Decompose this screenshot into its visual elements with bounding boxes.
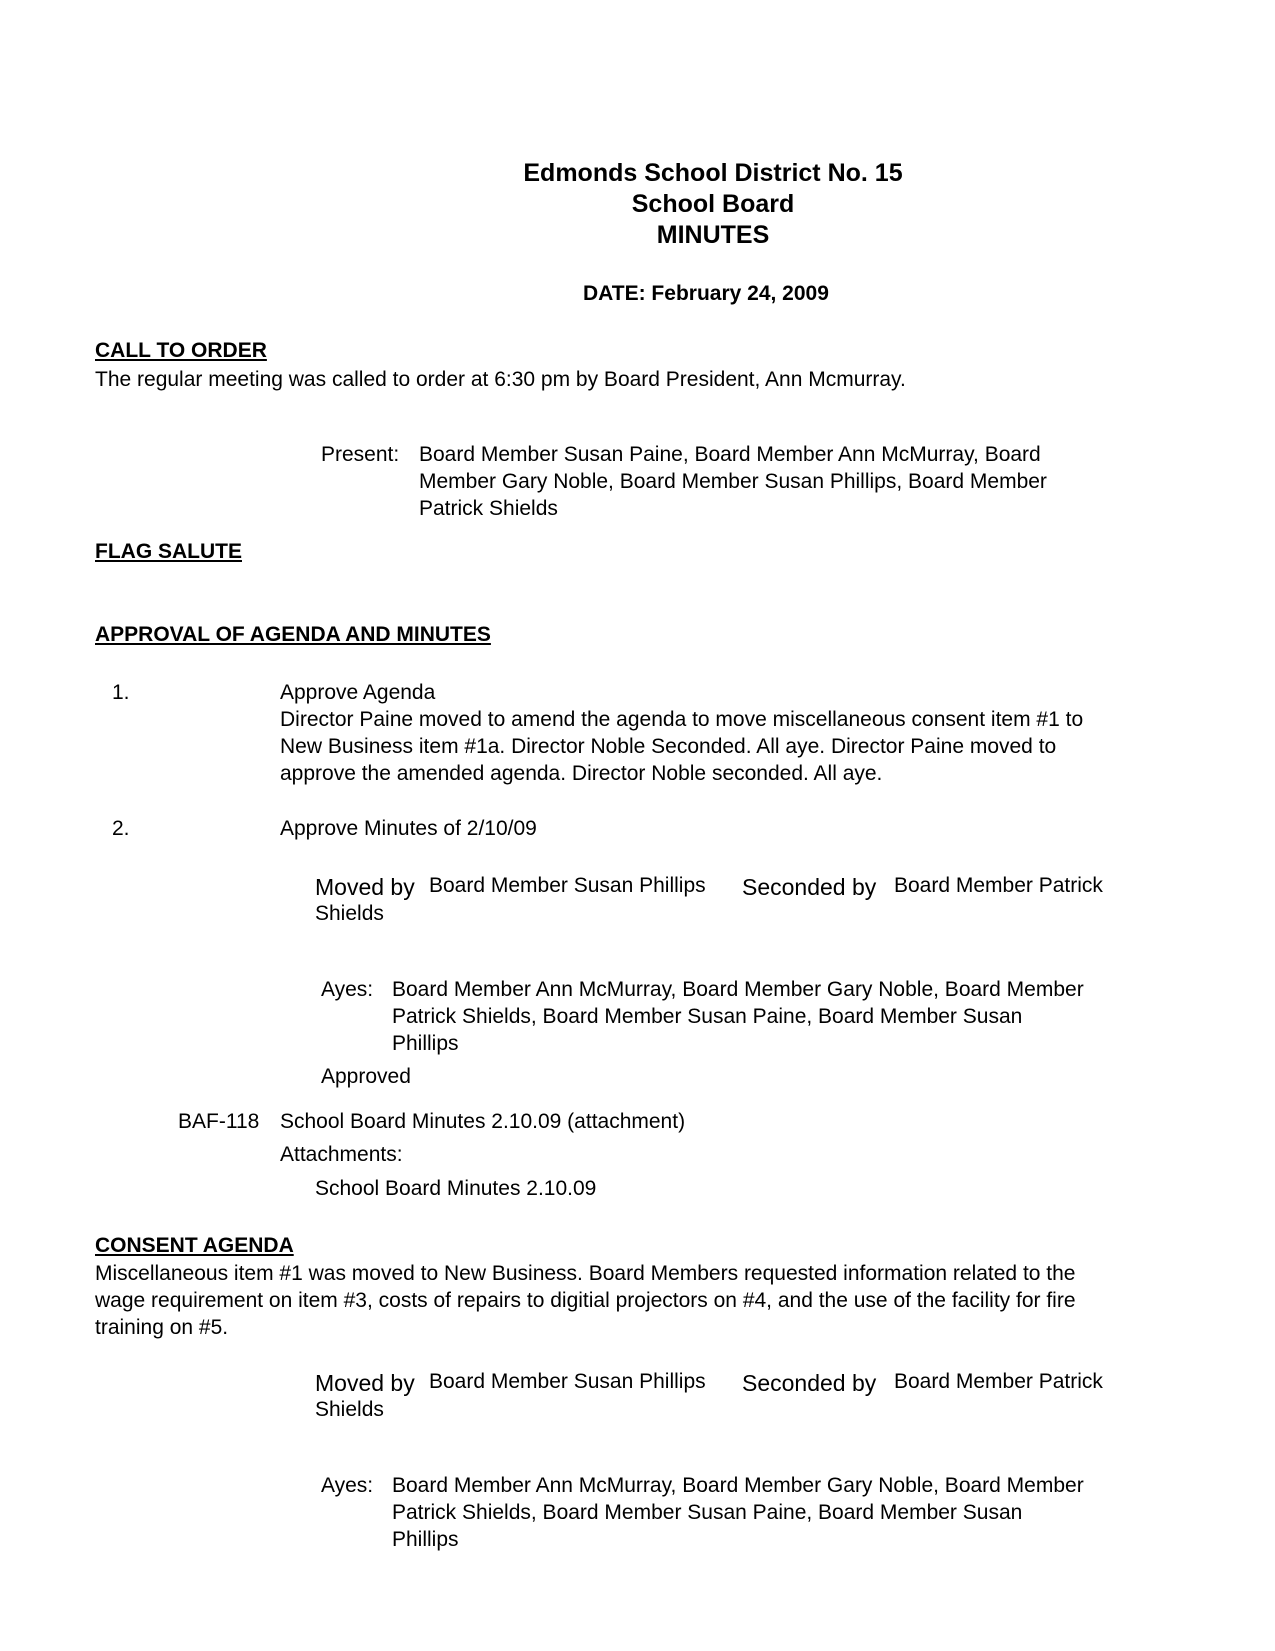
moved-by-label: Moved by — [315, 1370, 415, 1396]
seconded-by-cont: Shields — [315, 902, 384, 925]
item-title: Approve Minutes of 2/10/09 — [280, 817, 537, 840]
ayes-line: Board Member Ann McMurray, Board Member Gary Noble, Board Member — [392, 1474, 1084, 1497]
present-line: Member Gary Noble, Board Member Susan Phillips, Board Member — [419, 470, 1047, 493]
ayes-line: Patrick Shields, Board Member Susan Paine, Board Member Susan — [392, 1005, 1023, 1028]
attachments-label: Attachments: — [280, 1143, 403, 1166]
consent-line: training on #5. — [95, 1316, 229, 1339]
present-line: Patrick Shields — [419, 497, 558, 520]
attachment-title: School Board Minutes 2.10.09 (attachment) — [280, 1110, 686, 1133]
present-line: Board Member Susan Paine, Board Member Ann McMurray, Board — [419, 443, 1041, 466]
document-title: MINUTES — [656, 221, 770, 249]
seconded-by-cont: Shields — [315, 1398, 384, 1421]
present-label: Present: — [321, 443, 400, 466]
consent-heading: CONSENT AGENDA — [95, 1234, 294, 1257]
attachment-file-link[interactable]: School Board Minutes 2.10.09 — [315, 1177, 597, 1200]
moved-by-label: Moved by — [315, 874, 415, 900]
item-title: Approve Agenda — [280, 681, 436, 704]
seconded-by-value: Board Member Patrick — [894, 874, 1103, 897]
call-to-order-text: The regular meeting was called to order at 6:30 pm by Board President, Ann Mcmurray. — [95, 368, 906, 391]
consent-line: Miscellaneous item #1 was moved to New Business. Board Members requested information related to the — [95, 1262, 1076, 1285]
district-name: Edmonds School District No. 15 — [523, 159, 903, 187]
ayes-label: Ayes: — [321, 978, 374, 1001]
moved-by-value: Board Member Susan Phillips — [429, 1370, 706, 1393]
vote-result: Approved — [321, 1065, 411, 1088]
item-body-line: New Business item #1a. Director Noble Seconded. All aye. Director Paine moved to — [280, 735, 1057, 758]
ayes-line: Phillips — [392, 1032, 459, 1055]
item-body-line: Director Paine moved to amend the agenda to move miscellaneous consent item #1 to — [280, 708, 1084, 731]
item-number: 1. — [112, 681, 130, 704]
attachment-code: BAF-118 — [178, 1110, 260, 1133]
ayes-line: Board Member Ann McMurray, Board Member Gary Noble, Board Member — [392, 978, 1084, 1001]
consent-line: wage requirement on item #3, costs of repairs to digitial projectors on #4, and the use of the facility for fire — [95, 1289, 1076, 1312]
item-body-line: approve the amended agenda. Director Noble seconded. All aye. — [280, 762, 883, 785]
ayes-line: Phillips — [392, 1528, 459, 1551]
seconded-by-value: Board Member Patrick — [894, 1370, 1103, 1393]
board-name: School Board — [631, 190, 795, 218]
ayes-line: Patrick Shields, Board Member Susan Paine, Board Member Susan — [392, 1501, 1023, 1524]
ayes-label: Ayes: — [321, 1474, 374, 1497]
approval-heading: APPROVAL OF AGENDA AND MINUTES — [95, 623, 491, 646]
meeting-date: DATE: February 24, 2009 — [583, 282, 829, 305]
seconded-by-label: Seconded by — [742, 1370, 877, 1396]
flag-salute-heading: FLAG SALUTE — [95, 540, 242, 563]
seconded-by-label: Seconded by — [742, 874, 877, 900]
moved-by-value: Board Member Susan Phillips — [429, 874, 706, 897]
item-number: 2. — [112, 817, 130, 840]
call-to-order-heading: CALL TO ORDER — [95, 339, 267, 362]
